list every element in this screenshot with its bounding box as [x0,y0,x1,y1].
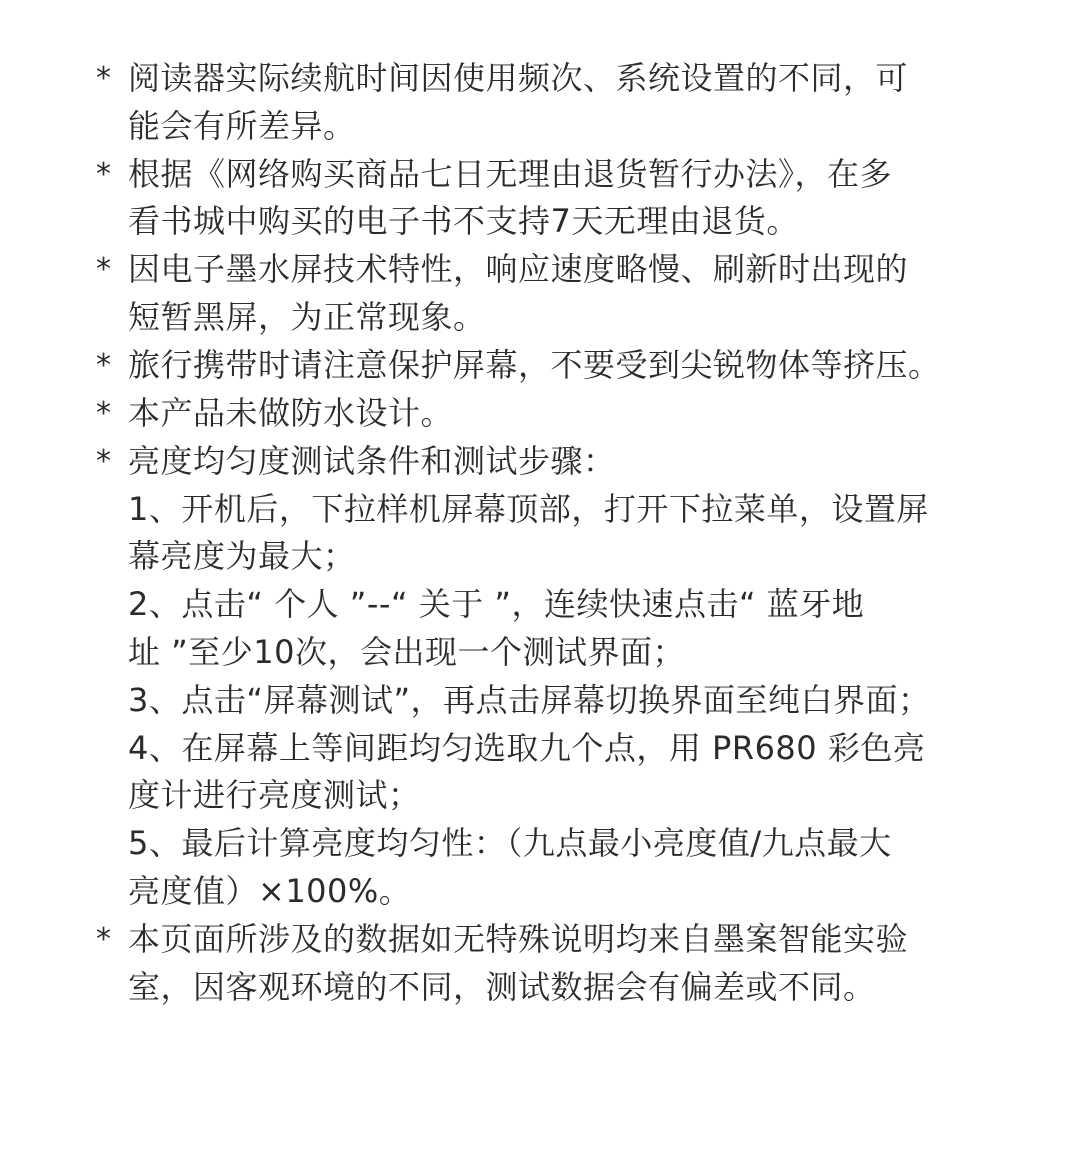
note-battery-life [96,55,996,151]
note-waterproof [96,390,996,438]
bullet-asterisk: * [96,61,111,96]
bullet-asterisk: * [96,921,111,957]
note-text [128,916,996,1012]
test-step-line: 3、点击“屏幕测试”，再点击屏幕切换界面至纯白界面； [128,680,931,719]
test-step-line: 2、点击“ 个人 ”--“ 关于 ”，连续快速点击“ 蓝牙地 [128,585,865,624]
note-line: 看书城中购买的电子书不支持7天无理由退货。 [128,202,799,241]
note-line: 阅读器实际续航时间因使用频次、系统设置的不同，可 [128,59,909,97]
note-text [128,246,996,342]
test-step-line: 4、在屏幕上等间距均匀选取九个点，用 PR680 彩色亮 [128,728,926,767]
test-step-line: 亮度值）×100%。 [128,871,412,910]
note-text [128,55,996,151]
bullet-asterisk: * [96,156,111,192]
bullet-asterisk: * [96,252,111,288]
note-line: 根据《网络购买商品七日无理由退货暂行办法》，在多 [128,154,893,193]
note-e-ink-refresh [96,246,996,342]
bullet-asterisk: * [96,395,111,431]
note-text [128,151,996,247]
note-text [128,390,996,438]
note-text [128,438,996,916]
test-step-line: 度计进行亮度测试； [128,776,421,815]
test-step-line: 1、开机后，下拉样机屏幕顶部，打开下拉菜单，设置屏 [128,489,929,528]
test-step-line: 址 ”至少10次，会出现一个测试界面； [128,632,685,671]
note-line: 本页面所涉及的数据如无特殊说明均来自墨案智能实验 [128,919,909,958]
note-line: 短暂黑屏，为正常现象。 [128,297,486,336]
bullet-asterisk: * [96,347,111,383]
bullet-asterisk: * [96,443,111,479]
note-travel-protection [96,342,996,390]
test-step-line: 幕亮度为最大； [128,537,356,576]
note-line: 能会有所差异。 [128,106,356,145]
note-line: 旅行携带时请注意保护屏幕，不要受到尖锐物体等挤压。 [128,345,941,384]
note-line: 室，因客观环境的不同，测试数据会有偏差或不同。 [128,967,876,1006]
note-line: 因电子墨水屏技术特性，响应速度略慢、刷新时出现的 [128,250,909,289]
note-brightness-test [96,438,996,916]
note-text [128,342,996,390]
note-return-policy [96,151,996,247]
note-line: 本产品未做防水设计。 [128,393,454,432]
test-step-line: 5、最后计算亮度均匀性：（九点最小亮度值/九点最大 [128,824,892,863]
note-line: 亮度均匀度测试条件和测试步骤： [128,441,616,480]
note-data-source [96,916,996,1012]
